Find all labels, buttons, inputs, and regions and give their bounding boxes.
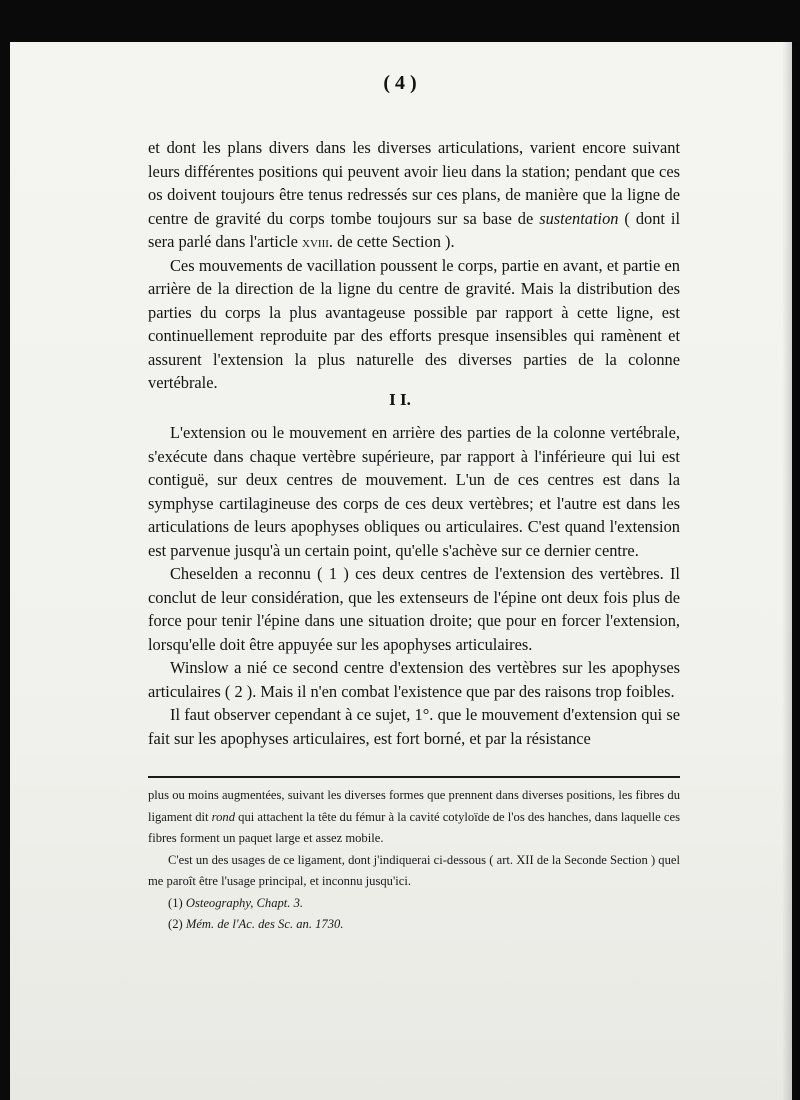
paragraph-extension: L'extension ou le mouvement en arrière des parties de la colonne vertébrale, s'exécute dans chaque vertèbre supérieure, par rapport à l'inférieure qui lui est contiguë, sur deux centres de mouvement. L'un de ces centres est dans la symphyse cartilagineuse des corps de ces deux vertèbres; et l'autre est dans les articulations de leurs apophyses obliques ou articulaires. C'est quand l'extension est parvenue jusqu'à un certain point, qu'elle s'achève sur ce dernier centre. bbox=[148, 423, 680, 560]
page-edge-shadow bbox=[782, 42, 800, 1100]
footnote-mark: (1) bbox=[168, 895, 183, 910]
footnote-citation: Osteography, Chapt. 3. bbox=[185, 895, 304, 910]
footnote-mark: (2) bbox=[168, 917, 183, 931]
body-text-section bbox=[148, 421, 680, 750]
paragraph-winslow: Winslow a nié ce second centre d'extension des vertèbres sur les apophyses articulaires ( 2 ). Mais il n'en combat l'existence que par des raisons trop foibles. bbox=[148, 658, 680, 701]
paragraph-text: ( dont il sera parlé dans l'article bbox=[148, 208, 681, 251]
article-number: xviii. bbox=[302, 232, 334, 251]
footnotes bbox=[148, 785, 680, 936]
footnote-divider bbox=[148, 776, 680, 778]
paragraph-vacillation: Ces mouvements de vacillation poussent le corps, partie en avant, et partie en arrière de la direction de la ligne du centre de gravité. Mais la distribution des parties du corps la plus avantageuse possible par rapport à cette ligne, est continuellement reproduite par des efforts presque insensibles qui ramènent et assurent l'extension la plus naturelle des diverses parties de la colonne vertébrale. bbox=[148, 255, 680, 392]
italic-term: sustentation bbox=[539, 208, 619, 228]
footnote-text: qui attachent la tête du fémur à la cavité cotyloïde de l'os des hanches, dans laquelle ces fibres forment un paquet large et assez mobile. bbox=[148, 809, 680, 845]
footnote-text: plus ou moins augmentées, suivant les diverses formes que prennent dans diverses positions, les fibres du ligament dit bbox=[148, 788, 680, 824]
section-heading: I I. bbox=[389, 390, 411, 409]
italic-term: rond bbox=[211, 809, 235, 824]
paragraph-text: et dont les plans divers dans les diverses articulations, varient encore suivant leurs différentes positions qui peuvent avoir lieu dans la station; pendant que ces os doivent toujours être tenus redressés sur ces plans, de manière que la ligne de centre de gravité du corps tombe toujours sur sa base de bbox=[148, 138, 680, 228]
paragraph-cheselden: Cheselden a reconnu ( 1 ) ces deux centres de l'extension des vertèbres. Il conclut de leur considération, que les extenseurs de l'épine ont deux fois plus de force pour tenir l'épine dans une situation droite; que pour en forcer l'extension, lorsqu'elle doit être appuyée sur les apophyses articulaires. bbox=[148, 564, 680, 654]
footnote-ref-2 bbox=[148, 914, 680, 936]
footnote-ligament-usage: C'est un des usages de ce ligament, dont j'indiquerai ci-dessous ( art. XII de la Seconde Section ) quel me paroît être l'usage principal, et inconnu jusqu'ici. bbox=[148, 852, 680, 888]
body-text-top bbox=[148, 136, 680, 395]
paragraph-observation: Il faut observer cependant à ce sujet, 1°. que le mouvement d'extension qui se fait sur les apophyses articulaires, est fort borné, et par la résistance bbox=[148, 705, 680, 748]
page-number: ( 4 ) bbox=[383, 72, 417, 94]
paragraph-continuation bbox=[148, 136, 680, 254]
footnote-continuation bbox=[148, 785, 680, 850]
footnote-citation: Mém. de l'Ac. des Sc. an. 1730. bbox=[185, 917, 344, 931]
paragraph-text: de cette Section ). bbox=[337, 232, 455, 251]
footnote-ref-1 bbox=[148, 893, 680, 915]
